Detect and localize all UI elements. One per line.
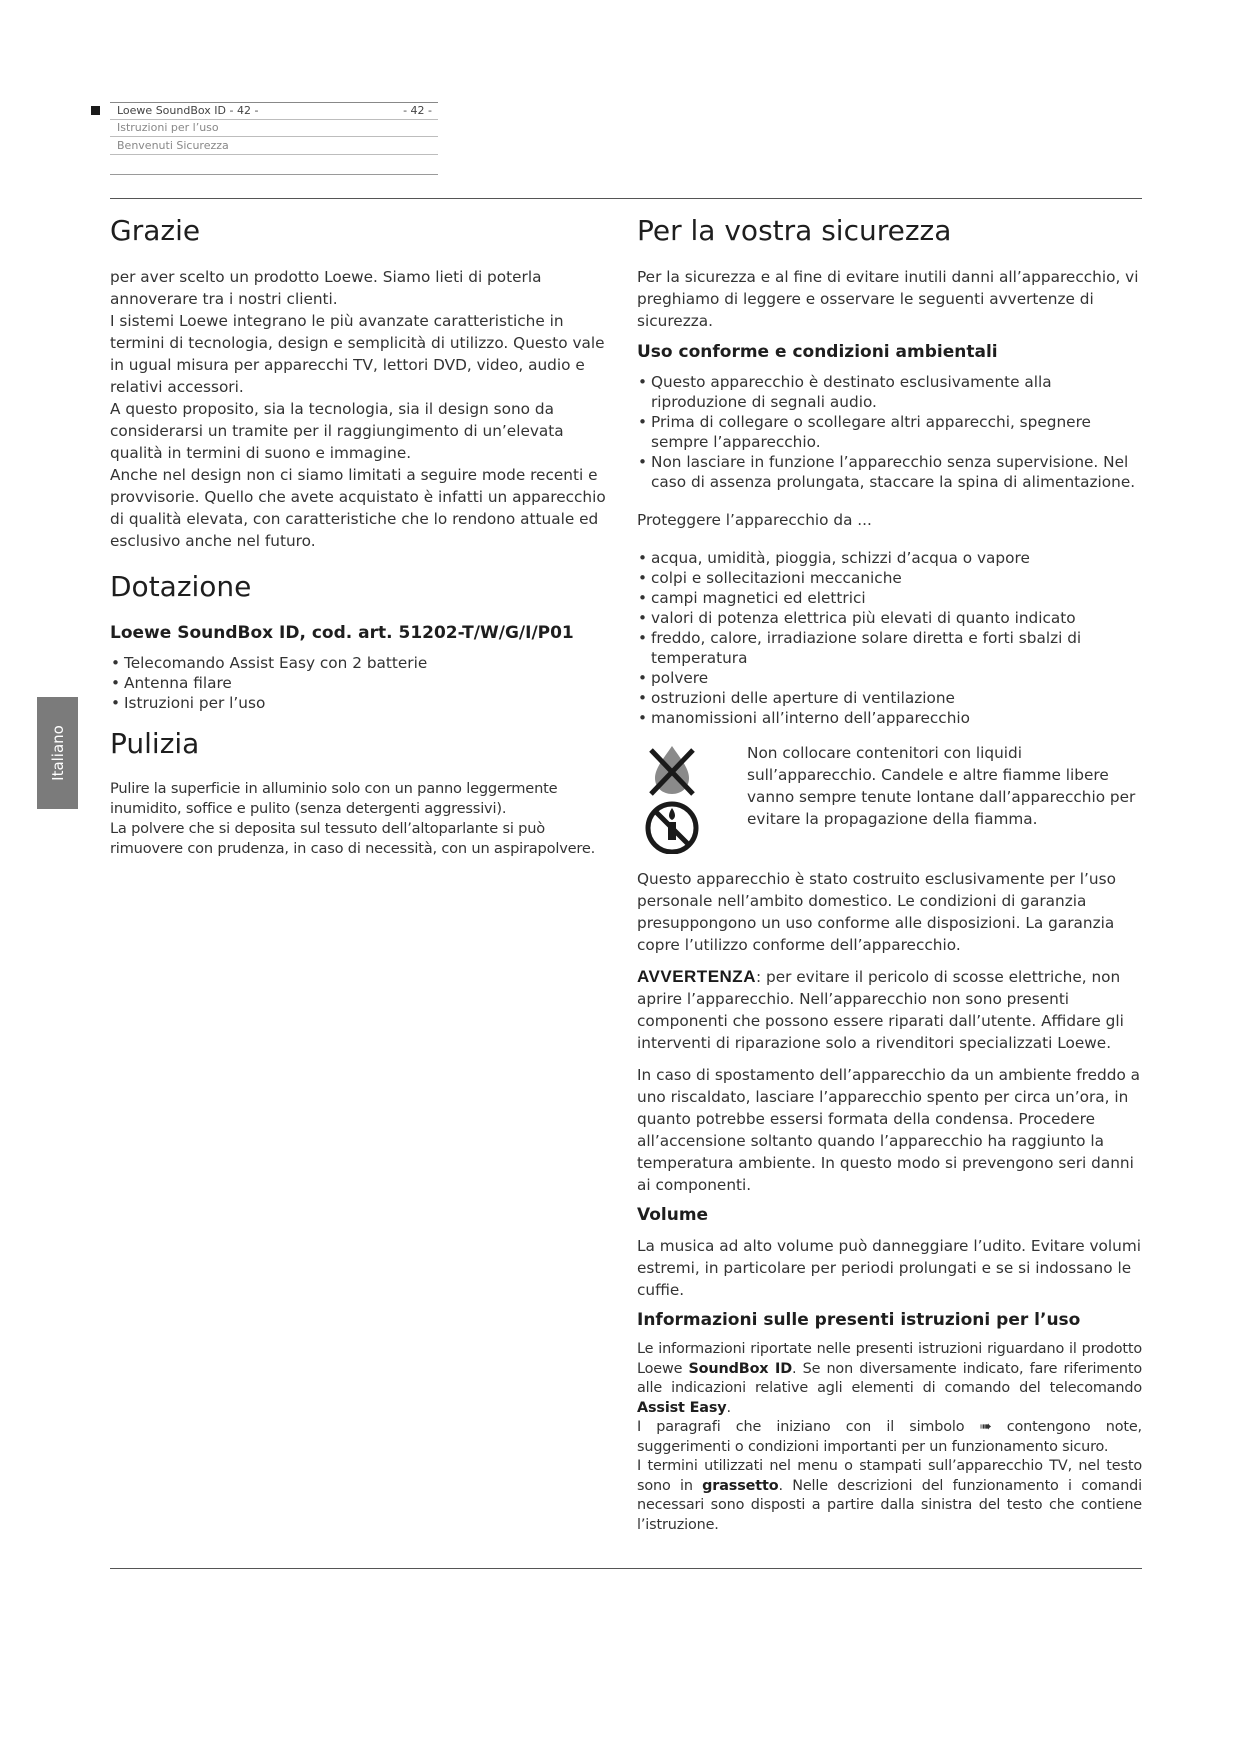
- language-side-tab: [37, 697, 78, 809]
- info-text: .: [726, 1399, 731, 1416]
- right-column: [637, 212, 1142, 1535]
- list-item: • Prima di collegare o scollegare altri apparecchi, spegnere sempre l’apparecchio.: [637, 412, 1142, 452]
- header-breadcrumb-manual: Istruzioni per l’uso: [110, 120, 438, 137]
- bottom-rule: [110, 1568, 1142, 1569]
- pulizia-paragraph: Pulire la superficie in alluminio solo con un panno leggermente inumidito, soffice e pulito (senza detergenti aggressivi).: [110, 780, 558, 817]
- list-item: • Antenna filare: [110, 673, 616, 693]
- header-page-number: - 42 -: [403, 104, 432, 117]
- language-side-tab-label: Italiano: [48, 725, 67, 781]
- warning-text: : per evitare il pericolo di scosse elettriche, non aprire l’apparecchio. Nell’apparecchio non sono presenti componenti che possono essere riparati dall’utente. Affidare gli interventi di riparazione solo a rivenditori specializzati Loewe.: [637, 968, 1124, 1052]
- info-paragraph: [637, 1340, 1142, 1418]
- pulizia-paragraph: La polvere che si deposita sul tessuto dell’altoparlante si può rimuovere con prudenza, in caso di necessità, con un aspirapolvere.: [110, 820, 596, 857]
- dotazione-subheading: Loewe SoundBox ID, cod. art. 51202-T/W/G/I/P01: [110, 623, 574, 643]
- safety-intro: Per la sicurezza e al fine di evitare inutili danni all’apparecchio, vi preghiamo di leggere e osservare le seguenti avvertenze di sicurezza.: [637, 268, 1139, 330]
- protect-list: [637, 548, 1142, 728]
- pulizia-heading: Pulizia: [110, 727, 200, 760]
- info-paragraph: [637, 1418, 1142, 1457]
- header-title-row: [110, 102, 438, 120]
- arrow-note-icon: ➠: [979, 1419, 992, 1435]
- flame-liquid-warning-text: Non collocare contenitori con liquidi sull’apparecchio. Candele e altre fiamme libere vanno sempre tenute lontane dall’apparecchio per evitare la propagazione della fiamma.: [747, 744, 1136, 828]
- list-item: • Questo apparecchio è destinato esclusivamente alla riproduzione di segnali audio.: [637, 372, 1142, 412]
- list-item: • Istruzioni per l’uso: [110, 693, 616, 713]
- info-text: I termini utilizzati nel menu o stampati sull’apparecchio TV, nel testo sono in: [637, 1458, 1142, 1494]
- info-text: . Se non diversamente indicato, fare riferimento alle indicazioni relative agli elementi di comando del telecomando: [637, 1360, 1142, 1396]
- warning-icon-block: [637, 742, 1142, 858]
- list-item: • colpi e sollecitazioni meccaniche: [637, 568, 1142, 588]
- volume-subheading: Volume: [637, 1205, 709, 1225]
- dotazione-list: [110, 653, 616, 713]
- info-paragraph: [637, 1457, 1142, 1535]
- volume-paragraph: La musica ad alto volume può danneggiare l’udito. Evitare volumi estremi, in particolare per periodi prolungati e se si indossano le cuffie.: [637, 1237, 1141, 1299]
- warning-paragraph: [637, 966, 1142, 1054]
- info-text: I paragrafi che iniziano con il simbolo: [637, 1419, 980, 1435]
- info-text: . Nelle descrizioni del funzionamento i comandi necessari sono disposti a partire dalla sinistra del testo che contiene l’istruzione.: [637, 1477, 1143, 1533]
- info-bold-remote: Assist Easy: [637, 1399, 727, 1416]
- uso-subheading: Uso conforme e condizioni ambientali: [637, 342, 998, 362]
- uso-list: [637, 372, 1142, 492]
- list-item: • Telecomando Assist Easy con 2 batterie: [110, 653, 616, 673]
- info-bold-product: SoundBox ID: [688, 1360, 793, 1377]
- grazie-paragraph: Anche nel design non ci siamo limitati a seguire mode recenti e provvisorie. Quello che avete acquistato è infatti un apparecchio di qualità elevata, con caratteristiche che lo rendono attuale ed esclusivo anche nel futuro.: [110, 466, 606, 550]
- top-rule: [110, 198, 1142, 199]
- grazie-heading: Grazie: [110, 214, 201, 247]
- left-column: [110, 212, 616, 859]
- header-divider: [110, 174, 438, 175]
- list-item: • polvere: [637, 668, 1142, 688]
- info-subheading: Informazioni sulle presenti istruzioni per l’uso: [637, 1310, 1081, 1330]
- dotazione-heading: Dotazione: [110, 570, 252, 603]
- protect-intro: Proteggere l’apparecchio da ...: [637, 511, 872, 529]
- info-text: contengono note, suggerimenti o condizioni importanti per un funzionamento sicuro.: [637, 1419, 1142, 1455]
- grazie-paragraph: A questo proposito, sia la tecnologia, sia il design sono da considerarsi un tramite per il raggiungimento di un’elevata qualità in termini di suono e immagine.: [110, 400, 564, 462]
- list-item: • freddo, calore, irradiazione solare diretta e forti sbalzi di temperatura: [637, 628, 1142, 668]
- list-item: • manomissioni all’interno dell’apparecchio: [637, 708, 1142, 728]
- safety-heading: Per la vostra sicurezza: [637, 214, 952, 247]
- no-liquids-icon: [637, 742, 707, 854]
- list-item: • valori di potenza elettrica più elevati di quanto indicato: [637, 608, 1142, 628]
- list-item: • campi magnetici ed elettrici: [637, 588, 1142, 608]
- header-title: Loewe SoundBox ID - 42 -: [117, 104, 259, 117]
- grazie-paragraph: per aver scelto un prodotto Loewe. Siamo lieti di poterla annoverare tra i nostri clienti.: [110, 268, 542, 308]
- info-bold-term: grassetto: [702, 1477, 779, 1494]
- header-marker: [91, 106, 100, 115]
- grazie-paragraph: I sistemi Loewe integrano le più avanzate caratteristiche in termini di tecnologia, design e semplicità di utilizzo. Questo vale in ugual misura per apparecchi TV, lettori DVD, video, audio e relativi accessori.: [110, 312, 605, 396]
- domestic-use-paragraph: Questo apparecchio è stato costruito esclusivamente per l’uso personale nell’ambito domestico. Le condizioni di garanzia presuppongono un uso conforme alle disposizioni. La garanzia copre l’utilizzo conforme dell’apparecchio.: [637, 870, 1116, 954]
- warning-icons: [637, 742, 747, 858]
- warning-label: AVVERTENZA: [637, 967, 756, 986]
- condensation-paragraph: In caso di spostamento dell’apparecchio da un ambiente freddo a uno riscaldato, lasciare l’apparecchio spento per circa un’ora, in quanto potrebbe essersi formata della condensa. Procedere all’accensione soltanto quando l’apparecchio ha raggiunto la temperatura ambiente. In questo modo si prevengono seri danni ai componenti.: [637, 1066, 1141, 1194]
- list-item: • ostruzioni delle aperture di ventilazione: [637, 688, 1142, 708]
- info-text: Le informazioni riportate nelle presenti istruzioni riguardano il prodotto Loewe: [637, 1341, 1142, 1377]
- header-breadcrumb-section: Benvenuti Sicurezza: [110, 138, 438, 155]
- list-item: • Non lasciare in funzione l’apparecchio senza supervisione. Nel caso di assenza prolungata, staccare la spina di alimentazione.: [637, 452, 1142, 492]
- list-item: • acqua, umidità, pioggia, schizzi d’acqua o vapore: [637, 548, 1142, 568]
